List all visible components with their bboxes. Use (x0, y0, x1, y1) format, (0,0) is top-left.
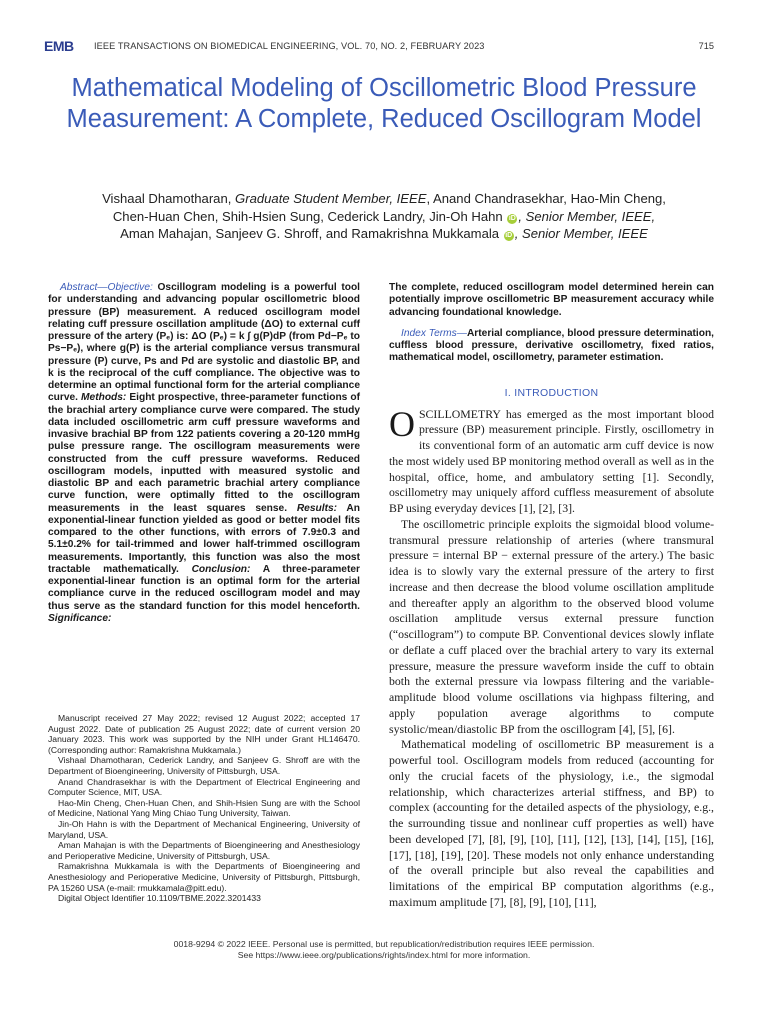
paragraph: The oscillometric principle exploits the sigmoidal blood volume-transmural pressure relationship of arteries (where transmural pressure = internal BP − external pressure of the artery.) The basic idea is to slowly vary the external pressure of the artery to first increase and then decrease the blood volume oscillation amplitude and thereafter apply an algorithm to the observed blood volume oscillation amplitude versus external pressure function (“oscillogram”) to compute BP. Conventional devices slowly inflate or deflate a cuff placed over the brachial artery to vary its external pressure, measure the pressure waveform inside the cuff to obtain both the external pressure via lowpass filtering and the variable-amplitude blood volume oscillations via highpass filtering, and apply population average algorithms to compute systolic/mean/diastolic BP from the oscillogram [4], [5], [6]. (389, 516, 714, 736)
footnote: Jin-Oh Hahn is with the Department of Mechanical Engineering, University of Maryland, USA. (48, 818, 360, 840)
emb-logo: EMB (44, 38, 74, 54)
footnotes (48, 713, 360, 904)
paper-title: Mathematical Modeling of Oscillometric Blood Pressure Measurement: A Complete, Reduced Oscillogram Model (66, 74, 702, 133)
abstract-label: Abstract—Objective: (60, 282, 153, 293)
abstract-continuation: The complete, reduced oscillogram model determined herein can potentially improve oscillometric BP measurement accuracy while advancing foundational knowledge. (389, 282, 714, 318)
author-line-3: Aman Mahajan, Sanjeev G. Shroff, and Ramakrishna Mukkamala iD , Senior Member, IEEE (120, 226, 648, 241)
right-column (389, 282, 714, 911)
copyright-notice: 0018-9294 © 2022 IEEE. Personal use is permitted, but republication/redistribution requires IEEE permission. See https://www.ieee.org/publications/rights/index.html for more information. (173, 939, 595, 960)
author-line-2: Chen-Huan Chen, Shih-Hsien Sung, Cederick Landry, Jin-Oh Hahn iD , Senior Member, IEEE, (112, 208, 656, 224)
footnote: Vishaal Dhamotharan, Cederick Landry, and Sanjeev G. Shroff are with the Department of Bioengineering, University of Pittsburgh, USA. (48, 755, 360, 776)
section-heading-introduction: I. INTRODUCTION (504, 386, 599, 399)
footnote: Hao-Min Cheng, Chen-Huan Chen, and Shih-Hsien Sung are with the School of Medicine, National Yang Ming Chiao Tung University, Taiwan. (48, 797, 360, 819)
footnote: Manuscript received 27 May 2022; revised 12 August 2022; accepted 17 August 2022. Date of publication 25 August 2022; date of current version 20 January 2023. This work was supported by the NIH under Grant HL146470. (Corresponding author: Ramakrishna Mukkamala.) (48, 713, 360, 755)
running-header (44, 38, 714, 55)
footnote: Ramakrishna Mukkamala is with the Departments of Bioengineering and Anesthesiology and Perioperative Medicine, University of Pittsburgh, Pittsburgh, PA 15260 USA (e-mail: rmukkamala@pitt.edu). (48, 861, 360, 893)
doi[interactable]: Digital Object Identifier 10.1109/TBME.2022.3201433 (58, 893, 261, 904)
introduction-body (389, 403, 714, 911)
footnote: Anand Chandrasekhar is with the Department of Electrical Engineering and Computer Science, MIT, USA. (48, 776, 360, 798)
orcid-icon[interactable]: iD (508, 214, 516, 222)
drop-cap: O (389, 403, 415, 444)
page-number: 715 (698, 41, 714, 51)
author-line-1: Vishaal Dhamotharan, Graduate Student Member, IEEE, Anand Chandrasekhar, Hao-Min Cheng, (102, 191, 666, 206)
paragraph: Mathematical modeling of oscillometric BP measurement is a powerful tool. Oscillogram models from reduced (accounting for only the crucial facets of the physiology, i.e., the sigmodal relationship, which characterizes arterial stiffness, and BP) to complex (accounting for the detailed aspects of the physiology, e.g., the surrounding tissue and nonlinear cuff properties as well) have been developed [7], [8], [9], [10], [11], [12], [13], [14], [15], [16], [17], [18], [19], [20]. These models not only enhance understanding of the overall principle but also reveal the capabilities and limitations of the empirical BP computation algorithms (e.g., maximum amplitude [7], [8], [9], [10], [11], (389, 737, 714, 909)
author-list (44, 190, 724, 243)
abstract: Abstract—Objective: Oscillogram modeling is a powerful tool for understanding and advancing popular oscillometric blood pressure (BP) measurement. A reduced oscillogram model relating cuff pressure oscillation amplitude (ΔO) to external cuff pressure of the artery (Pₑ) is: ΔO (Pₑ) = k ∫ g(P)dP (from Pd−Pₑ to Ps−Pₑ), where g(P) is the arterial compliance versus transmural pressure (P) curve, Ps and Pd are systolic and diastolic BP, and k is the reciprocal of the cuff compliance. The objective was to determine an optimal functional form for the arterial compliance curve. Methods: Eight prospective, three-parameter functions of the brachial artery compliance curve were compared. The study data included oscillometric arm cuff pressure waveforms and invasive brachial BP from 122 patients covering a 20-120 mmHg pulse pressure range. The oscillogram measurements were constructed from the cuff pressure waveforms. Reduced oscillogram models, inputted with measured systolic and diastolic BP and each parametric brachial artery compliance curve function, were optimally fitted to the oscillogram measurements in the least squares sense. Results: An exponential-linear function yielded as good or better model fits compared to the other functions, with errors of 7.9±0.3 and 5.1±0.2% for tail-trimmed and lower half-trimmed oscillogram measurements. Importantly, this function was also the most tractable mathematically. Conclusion: A three-parameter exponential-linear function is an optimal form for the arterial compliance curve in the reduced oscillogram model and may thus serve as the standard function for this model henceforth. Significance: (48, 282, 360, 624)
paragraph: OSCILLOMETRY has emerged as the most important blood pressure (BP) measurement principle. Firstly, oscillometry in its conventional form of an automatic arm cuff device is now the most widely used BP monitoring method overall as well as in the hospital, office, home, and ambulatory setting [1]. Secondly, oscillometry may uniquely afford cuffless measurement of absolute BP using everyday devices [1], [2], [3]. (389, 403, 714, 515)
index-terms: Index Terms—Arterial compliance, blood pressure determination, cuffless blood pressure, derivative oscillometry, fixed ratios, mathematical model, oscillometry, parameter estimation. (389, 327, 714, 364)
orcid-icon[interactable]: iD (505, 232, 513, 239)
journal-citation: IEEE TRANSACTIONS ON BIOMEDICAL ENGINEERING, VOL. 70, NO. 2, FEBRUARY 2023 (94, 41, 485, 51)
footnote: Aman Mahajan is with the Departments of Bioengineering and Anesthesiology and Perioperative Medicine, University of Pittsburgh, USA. (48, 840, 360, 861)
